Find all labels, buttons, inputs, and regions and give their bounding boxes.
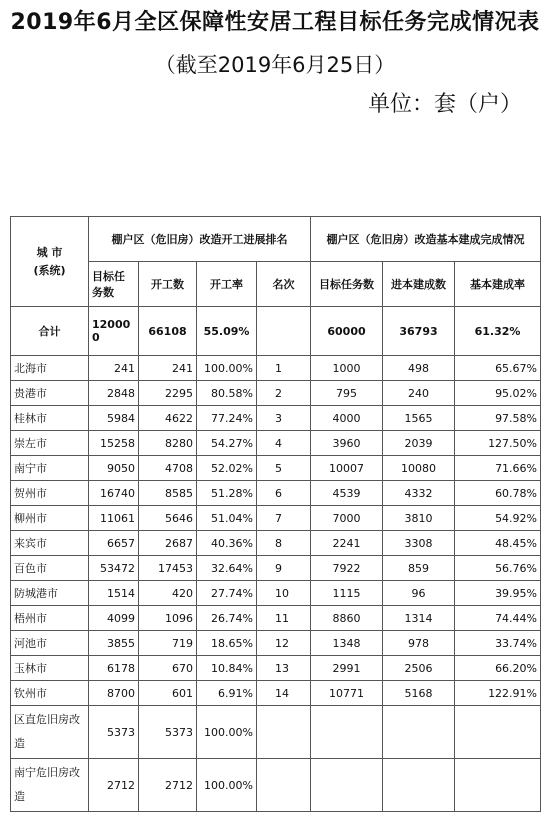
city-cell: 南宁市 — [11, 456, 89, 481]
total-g1-target: 120000 — [89, 307, 139, 356]
total-g1-rate: 55.09% — [197, 307, 257, 356]
city-cell: 区直危旧房改造 — [11, 706, 89, 759]
rank-cell: 2 — [257, 381, 311, 406]
rank-cell: 12 — [257, 631, 311, 656]
table-row — [11, 681, 541, 706]
subheader-g2-rate: 基本建成率 — [455, 262, 541, 307]
rank-cell: 8 — [257, 531, 311, 556]
g2-rate-cell: 54.92% — [455, 506, 541, 531]
g1-target-cell: 5984 — [89, 406, 139, 431]
g2-target-cell: 3960 — [311, 431, 383, 456]
g1-target-cell: 6178 — [89, 656, 139, 681]
rank-cell: 5 — [257, 456, 311, 481]
g1-rate-cell: 100.00% — [197, 759, 257, 812]
g2-done-cell: 5168 — [383, 681, 455, 706]
g1-target-cell: 1514 — [89, 581, 139, 606]
city-cell: 钦州市 — [11, 681, 89, 706]
table-row — [11, 656, 541, 681]
g2-rate-cell: 127.50% — [455, 431, 541, 456]
total-g2-done: 36793 — [383, 307, 455, 356]
g1-started-cell: 17453 — [139, 556, 197, 581]
g1-started-cell: 1096 — [139, 606, 197, 631]
g2-done-cell: 2039 — [383, 431, 455, 456]
g2-rate-cell: 95.02% — [455, 381, 541, 406]
g1-rate-cell: 52.02% — [197, 456, 257, 481]
g1-target-cell: 53472 — [89, 556, 139, 581]
g2-done-cell: 498 — [383, 356, 455, 381]
rank-cell — [257, 706, 311, 759]
g1-rate-cell: 80.58% — [197, 381, 257, 406]
g1-target-cell: 8700 — [89, 681, 139, 706]
g1-started-cell: 719 — [139, 631, 197, 656]
g2-target-cell: 8860 — [311, 606, 383, 631]
g2-done-cell: 96 — [383, 581, 455, 606]
city-cell: 桂林市 — [11, 406, 89, 431]
city-cell: 南宁危旧房改造 — [11, 759, 89, 812]
g1-started-cell: 420 — [139, 581, 197, 606]
rank-cell: 9 — [257, 556, 311, 581]
g1-started-cell: 5373 — [139, 706, 197, 759]
g1-started-cell: 2295 — [139, 381, 197, 406]
g2-target-cell: 7000 — [311, 506, 383, 531]
rank-cell: 11 — [257, 606, 311, 631]
header-row-1 — [11, 217, 541, 262]
table-row — [11, 606, 541, 631]
g2-rate-cell — [455, 706, 541, 759]
table-body — [11, 217, 541, 812]
g2-done-cell: 1565 — [383, 406, 455, 431]
g1-started-cell: 601 — [139, 681, 197, 706]
city-cell: 梧州市 — [11, 606, 89, 631]
g2-rate-cell: 97.58% — [455, 406, 541, 431]
table-row — [11, 381, 541, 406]
g1-started-cell: 5646 — [139, 506, 197, 531]
g1-rate-cell: 77.24% — [197, 406, 257, 431]
g1-started-cell: 4708 — [139, 456, 197, 481]
city-cell: 河池市 — [11, 631, 89, 656]
g2-done-cell: 3308 — [383, 531, 455, 556]
g2-target-cell: 10771 — [311, 681, 383, 706]
g2-done-cell: 1314 — [383, 606, 455, 631]
g1-rate-cell: 27.74% — [197, 581, 257, 606]
city-cell: 崇左市 — [11, 431, 89, 456]
g1-rate-cell: 54.27% — [197, 431, 257, 456]
g2-target-cell — [311, 759, 383, 812]
city-cell: 防城港市 — [11, 581, 89, 606]
group1-header: 棚户区（危旧房）改造开工进展排名 — [89, 217, 311, 262]
total-g1-started: 66108 — [139, 307, 197, 356]
subheader-rank: 名次 — [257, 262, 311, 307]
g2-rate-cell: 56.76% — [455, 556, 541, 581]
table-row — [11, 406, 541, 431]
g1-rate-cell: 51.28% — [197, 481, 257, 506]
g2-target-cell: 10007 — [311, 456, 383, 481]
g1-started-cell: 8280 — [139, 431, 197, 456]
g2-done-cell: 4332 — [383, 481, 455, 506]
g2-done-cell — [383, 706, 455, 759]
g1-started-cell: 670 — [139, 656, 197, 681]
g1-started-cell: 241 — [139, 356, 197, 381]
g1-target-cell: 16740 — [89, 481, 139, 506]
table-row — [11, 531, 541, 556]
g2-done-cell: 2506 — [383, 656, 455, 681]
g2-done-cell: 859 — [383, 556, 455, 581]
rank-cell: 7 — [257, 506, 311, 531]
g2-target-cell: 1000 — [311, 356, 383, 381]
g1-target-cell: 5373 — [89, 706, 139, 759]
subheader-g1-target: 目标任务数 — [89, 262, 139, 307]
table-row — [11, 631, 541, 656]
subheader-g1-started: 开工数 — [139, 262, 197, 307]
g2-target-cell: 1348 — [311, 631, 383, 656]
page-title: 2019年6月全区保障性安居工程目标任务完成情况表 — [10, 10, 540, 35]
g2-rate-cell: 65.67% — [455, 356, 541, 381]
g2-target-cell: 2241 — [311, 531, 383, 556]
g1-target-cell: 11061 — [89, 506, 139, 531]
g2-target-cell: 795 — [311, 381, 383, 406]
rank-cell: 4 — [257, 431, 311, 456]
g1-target-cell: 9050 — [89, 456, 139, 481]
rank-cell: 1 — [257, 356, 311, 381]
g1-target-cell: 241 — [89, 356, 139, 381]
city-cell: 柳州市 — [11, 506, 89, 531]
rank-cell: 3 — [257, 406, 311, 431]
city-header: 城 市 (系统) — [11, 217, 89, 307]
group2-header: 棚户区（危旧房）改造基本建成完成情况 — [311, 217, 541, 262]
unit-label: 单位：套（户） — [367, 92, 522, 117]
table-row — [11, 356, 541, 381]
total-g2-rate: 61.32% — [455, 307, 541, 356]
total-label: 合计 — [11, 307, 89, 356]
total-g2-target: 60000 — [311, 307, 383, 356]
g1-rate-cell: 40.36% — [197, 531, 257, 556]
page-subtitle: （截至2019年6月25日） — [154, 53, 396, 77]
g2-done-cell: 978 — [383, 631, 455, 656]
g2-rate-cell: 122.91% — [455, 681, 541, 706]
g1-target-cell: 2848 — [89, 381, 139, 406]
g1-started-cell: 4622 — [139, 406, 197, 431]
g2-done-cell: 10080 — [383, 456, 455, 481]
g1-started-cell: 2687 — [139, 531, 197, 556]
g1-rate-cell: 32.64% — [197, 556, 257, 581]
rank-cell: 14 — [257, 681, 311, 706]
g2-rate-cell: 71.66% — [455, 456, 541, 481]
g2-done-cell — [383, 759, 455, 812]
g1-target-cell: 15258 — [89, 431, 139, 456]
table-row-extra — [11, 759, 541, 812]
g2-done-cell: 3810 — [383, 506, 455, 531]
g2-target-cell: 2991 — [311, 656, 383, 681]
table-row — [11, 556, 541, 581]
g1-rate-cell: 18.65% — [197, 631, 257, 656]
g2-target-cell: 4000 — [311, 406, 383, 431]
city-cell: 玉林市 — [11, 656, 89, 681]
g1-rate-cell: 100.00% — [197, 356, 257, 381]
g2-target-cell — [311, 706, 383, 759]
g1-target-cell: 2712 — [89, 759, 139, 812]
g1-target-cell: 6657 — [89, 531, 139, 556]
header-row-2 — [11, 262, 541, 307]
g1-started-cell: 2712 — [139, 759, 197, 812]
g2-target-cell: 1115 — [311, 581, 383, 606]
g1-rate-cell: 100.00% — [197, 706, 257, 759]
subheader-g1-rate: 开工率 — [197, 262, 257, 307]
city-cell: 贵港市 — [11, 381, 89, 406]
table-row — [11, 506, 541, 531]
g2-rate-cell — [455, 759, 541, 812]
g1-rate-cell: 6.91% — [197, 681, 257, 706]
city-cell: 来宾市 — [11, 531, 89, 556]
g2-rate-cell: 33.74% — [455, 631, 541, 656]
subheader-g2-target: 目标任务数 — [311, 262, 383, 307]
rank-cell: 6 — [257, 481, 311, 506]
g1-rate-cell: 26.74% — [197, 606, 257, 631]
rank-cell — [257, 759, 311, 812]
g2-rate-cell: 39.95% — [455, 581, 541, 606]
table-row-extra — [11, 706, 541, 759]
g2-rate-cell: 66.20% — [455, 656, 541, 681]
g1-target-cell: 3855 — [89, 631, 139, 656]
total-row — [11, 307, 541, 356]
city-cell: 贺州市 — [11, 481, 89, 506]
progress-table — [10, 216, 541, 812]
table-row — [11, 431, 541, 456]
g1-target-cell: 4099 — [89, 606, 139, 631]
g1-rate-cell: 51.04% — [197, 506, 257, 531]
g1-started-cell: 8585 — [139, 481, 197, 506]
table-row — [11, 581, 541, 606]
rank-cell: 13 — [257, 656, 311, 681]
subheader-g2-done: 进本建成数 — [383, 262, 455, 307]
g2-target-cell: 4539 — [311, 481, 383, 506]
g2-rate-cell: 60.78% — [455, 481, 541, 506]
total-rank — [257, 307, 311, 356]
g2-target-cell: 7922 — [311, 556, 383, 581]
table-row — [11, 481, 541, 506]
city-cell: 北海市 — [11, 356, 89, 381]
city-cell: 百色市 — [11, 556, 89, 581]
g2-rate-cell: 48.45% — [455, 531, 541, 556]
g2-done-cell: 240 — [383, 381, 455, 406]
table-row — [11, 456, 541, 481]
g1-rate-cell: 10.84% — [197, 656, 257, 681]
rank-cell: 10 — [257, 581, 311, 606]
g2-rate-cell: 74.44% — [455, 606, 541, 631]
